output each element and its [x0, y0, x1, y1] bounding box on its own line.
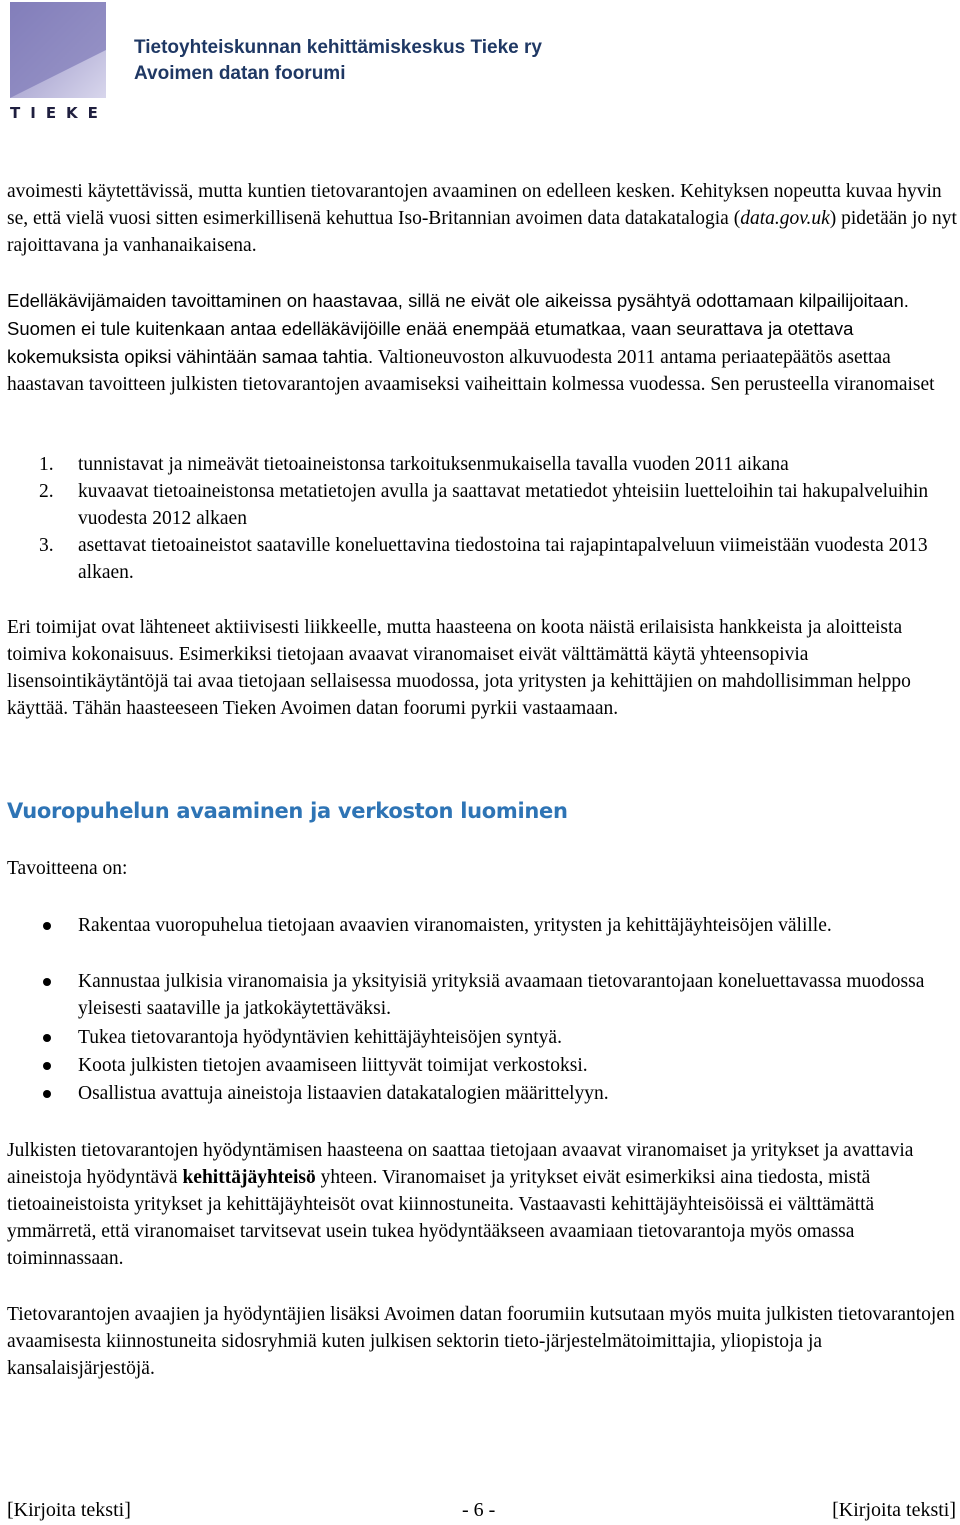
- actors-paragraph: Eri toimijat ovat lähteneet aktiivisesti liikkeelle, mutta haasteena on koota näistä erilaisista hankkeista ja aloitteista toimiva kokonaisuus. Esimerkiksi tietojaan avaavat viranomaiset eivät välttämättä käytä yhteensopivia lisensointikäytäntöjä tai avaa tietojaan sellaisessa muodossa, jota yritysten ja kehittäjien on mahdollisimman helppo käyttää. Tähän haasteeseen Tieken Avoimen datan foorumi pyrkii vastaamaan.: [7, 617, 911, 719]
- item-text: asettavat tietoaineistot saataville koneluettavina tiedostoina tai rajapintapalveluun viimeistään vuodesta 2013 alkaen.: [78, 535, 928, 583]
- invite-paragraph: Tietovarantojen avaajien ja hyödyntäjien lisäksi Avoimen datan foorumiin kutsutaan myös muita julkisten tietovarantojen avaamisesta kiinnostuneita sidosryhmiä kuten julkisen sektorin tieto-järjestelmätoimittajia, yliopistoja ja kansalaisjärjestöjä.: [7, 1304, 955, 1379]
- org-name: Tietoyhteiskunnan kehittämiskeskus Tieke ry: [134, 37, 542, 58]
- bullet-text: Osallistua avattuja aineistoja listaavien datakatalogien määrittelyyn.: [78, 1083, 609, 1104]
- bullet-icon: [43, 978, 51, 986]
- section-heading: Vuoropuhelun avaaminen ja verkoston luominen: [7, 799, 568, 823]
- bullet-icon: [43, 1034, 51, 1042]
- bullet-text: Koota julkisten tietojen avaamiseen liittyvät toimijat verkostoksi.: [78, 1055, 588, 1076]
- bullet-icon: [43, 1090, 51, 1098]
- goals-intro: Tavoitteena on:: [7, 858, 128, 879]
- datagov-uk-link-text: data.gov.uk: [740, 208, 830, 229]
- leaders-text-sans: Edelläkävijämaiden tavoittaminen on haastavaa, sillä ne eivät ole aikeissa pysähtyä odottamaan kilpailijoitaan. Suomen ei tule kuitenkaan antaa edelläkävijöille enää enempää etumatkaa, vaan seurattava ja otettava kokemuksista opiksi vähintään samaa tahtia.: [7, 290, 909, 367]
- bullet-text: Tukea tietovarantoja hyödyntävien kehittäjäyhteisöjen syntyä.: [78, 1027, 562, 1048]
- footer-right: [Kirjoita teksti]: [832, 1499, 956, 1521]
- item-text: kuvaavat tietoaineistonsa metatietojen avulla ja saattavat metatiedot yhteisiin luetteloihin tai hakupalveluihin vuodesta 2012 alkaen: [78, 481, 929, 529]
- intro-text-start: avoimesti käytettävissä, mutta kuntien tietovarantojen avaaminen on edelleen kesken. Kehityksen nopeutta kuvaa hyvin se, että vielä vuosi sitten esimerkillisenä kehuttua Iso-Britannian avoimen data datakatalogia (: [7, 181, 942, 229]
- developer-community-term: kehittäjäyhteisö: [182, 1167, 316, 1188]
- leaders-text-serif: Valtioneuvoston alkuvuodesta 2011 antama periaatepäätös asettaa haastavan tavoitteen julkisten tietovarantojen avaamiseksi vaiheittain kolmessa vuodessa. Sen perusteella viranomaiset: [7, 347, 935, 395]
- forum-name: Avoimen datan foorumi: [134, 63, 346, 84]
- page-number: - 6 -: [462, 1499, 496, 1521]
- tieke-logo: [8, 0, 112, 124]
- logo-text: TIEKE: [10, 104, 108, 122]
- leaders-paragraph: [7, 287, 957, 398]
- item-text: tunnistavat ja nimeävät tietoaineistonsa tarkoituksenmukaisella tavalla vuoden 2011 aikana: [78, 454, 789, 475]
- footer-left: [Kirjoita teksti]: [7, 1499, 131, 1521]
- utilization-paragraph: [7, 1137, 957, 1272]
- bullet-icon: [43, 1062, 51, 1070]
- utilization-text-end: yhteen. Viranomaiset ja yritykset eivät esimerkiksi aina tiedosta, mistä tietoaineistoista yritykset ja kehittäjäyhteisöt ovat kiinnostuneita. Vastaavasti kehittäjäyhteisöissä ei välttämättä ymmärretä, että viranomaiset tarvitsevat usein tukea hyödyntääkseen avaamiaan tietovarantoja myös omassa toiminnassaan.: [7, 1167, 875, 1269]
- bullet-icon: [43, 922, 51, 930]
- bullet-text: Kannustaa julkisia viranomaisia ja yksityisiä yrityksiä avaamaan tietovarantojaan koneluettavassa muodossa yleisesti saataville ja jatkokäytettäväksi.: [78, 971, 925, 1019]
- item-number: 1.: [39, 454, 54, 475]
- item-number: 3.: [39, 535, 54, 556]
- item-number: 2.: [39, 481, 54, 502]
- intro-text-end: ) pidetään jo nyt rajoittavana ja vanhanaikaisena.: [7, 208, 957, 256]
- bullet-text: Rakentaa vuoropuhelua tietojaan avaavien viranomaisten, yritysten ja kehittäjäyhteisöjen välille.: [78, 915, 832, 936]
- intro-paragraph: [7, 178, 957, 259]
- utilization-text-start: Julkisten tietovarantojen hyödyntämisen haasteena on saattaa tietojaan avaavat viranomaiset ja yritykset ja avattavia aineistoja hyödyntävä: [7, 1140, 914, 1188]
